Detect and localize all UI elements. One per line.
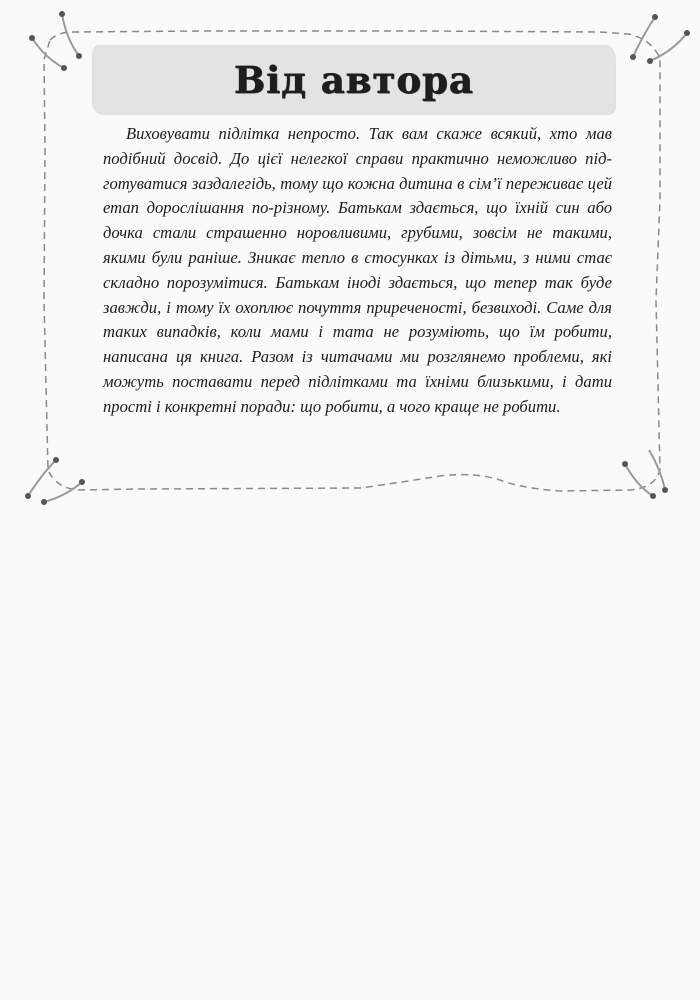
stitch-clip-icon (20, 450, 100, 510)
stitch-clip-icon (20, 8, 90, 78)
stitch-clip-icon (615, 5, 695, 75)
stitch-clip-icon (615, 450, 695, 510)
page-title: Від автора (233, 58, 474, 102)
body-paragraph: Виховувати підлітка непросто. Так вам скаже всякий, хто мав подібний досвід. До цієї нелегкої справи практично неможливо підготуватися заздалегідь, тому що кожна дитина в сім’ї переживає цей етап дорослішання по-різному. Батькам здається, що їхній син або дочка стали страшенно норовливими, грубими, зовсім не такими, якими були раніше. Зникає тепло в стосунках із дітьми, з ними стає складно порозумітися. Батькам іноді здається, що тепер так буде завжди, і тому їх охоплює почуття приреченості, безвиході. Саме для таких випадків, коли мами і тата не розуміють, що їм робити, написана ця книга. Разом із читачами ми розглянемо проблеми, які можуть поставати перед підлітками та їхніми близькими, і дати прості і конкретні поради: що робити, а чого краще не робити. (103, 124, 612, 416)
